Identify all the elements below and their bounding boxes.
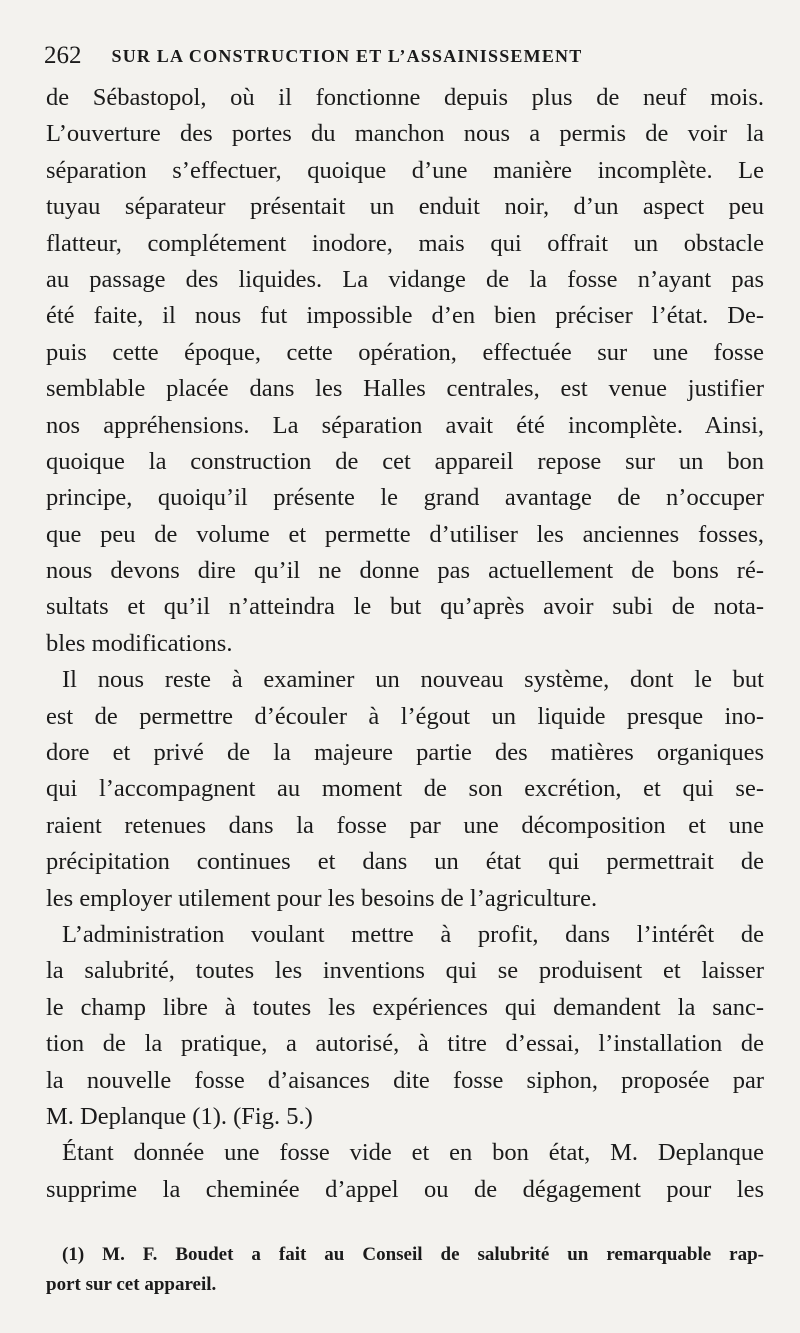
text-line: est de permettre d’écouler à l’égout un liquide presque ino- bbox=[46, 702, 764, 730]
text-line: L’administration voulant mettre à profit, dans l’intérêt de bbox=[62, 920, 764, 948]
text-line: principe, quoiqu’il présente le grand avantage de n’occuper bbox=[46, 484, 764, 512]
text-line: quoique la construction de cet appareil repose sur un bon bbox=[46, 447, 764, 475]
text-line: semblable placée dans les Halles centrales, est venue justifier bbox=[46, 375, 764, 403]
text-line: séparation s’effectuer, quoique d’une manière incomplète. Le bbox=[46, 156, 764, 184]
text-line: la nouvelle fosse d’aisances dite fosse siphon, proposée par bbox=[46, 1066, 764, 1094]
footnote-line: port sur cet appareil. bbox=[46, 1274, 217, 1295]
page-number: 262 bbox=[44, 42, 82, 69]
text-line: tion de la pratique, a autorisé, à titre d’essai, l’installation de bbox=[46, 1030, 764, 1058]
text-line: Étant donnée une fosse vide et en bon état, M. Deplanque bbox=[62, 1139, 764, 1167]
text-line: Il nous reste à examiner un nouveau système, dont le but bbox=[62, 666, 764, 694]
text-line: le champ libre à toutes les expériences qui demandent la sanc- bbox=[46, 993, 764, 1021]
text-line: au passage des liquides. La vidange de la fosse n’ayant pas bbox=[46, 265, 764, 293]
text-line: tuyau séparateur présentait un enduit noir, d’un aspect peu bbox=[46, 193, 764, 221]
text-line: raient retenues dans la fosse par une décomposition et une bbox=[46, 811, 764, 839]
text-line: sultats et qu’il n’atteindra le but qu’après avoir subi de nota- bbox=[46, 593, 764, 621]
text-line: supprime la cheminée d’appel ou de dégagement pour les bbox=[46, 1175, 764, 1203]
running-title: SUR LA CONSTRUCTION ET L’ASSAINISSEMENT bbox=[111, 45, 583, 66]
text-line: puis cette époque, cette opération, effectuée sur une fosse bbox=[46, 338, 764, 366]
text-line: dore et privé de la majeure partie des matières organiques bbox=[46, 739, 764, 767]
text-line: été faite, il nous fut impossible d’en bien préciser l’état. De- bbox=[46, 302, 764, 330]
text-line: L’ouverture des portes du manchon nous a permis de voir la bbox=[46, 120, 764, 148]
footnote-line: (1) M. F. Boudet a fait au Conseil de salubrité un remarquable rap- bbox=[62, 1244, 764, 1265]
text-line: les employer utilement pour les besoins de l’agriculture. bbox=[46, 884, 598, 912]
text-line: qui l’accompagnent au moment de son excrétion, et qui se- bbox=[46, 775, 764, 803]
text-line: bles modifications. bbox=[46, 629, 233, 657]
body-text bbox=[46, 80, 764, 1208]
text-line: flatteur, complétement inodore, mais qui offrait un obstacle bbox=[46, 229, 764, 257]
text-line: la salubrité, toutes les inventions qui se produisent et laisser bbox=[46, 957, 764, 985]
page-header bbox=[44, 38, 764, 74]
footnotes bbox=[46, 1240, 764, 1300]
text-line: nous devons dire qu’il ne donne pas actuellement de bons ré- bbox=[46, 557, 764, 585]
text-line: précipitation continues et dans un état qui permettrait de bbox=[46, 848, 764, 876]
text-line: M. Deplanque (1). (Fig. 5.) bbox=[46, 1102, 313, 1130]
text-line: de Sébastopol, où il fonctionne depuis plus de neuf mois. bbox=[46, 84, 764, 111]
text-line: que peu de volume et permette d’utiliser les anciennes fosses, bbox=[46, 520, 764, 548]
text-line: nos appréhensions. La séparation avait été incomplète. Ainsi, bbox=[46, 411, 764, 439]
